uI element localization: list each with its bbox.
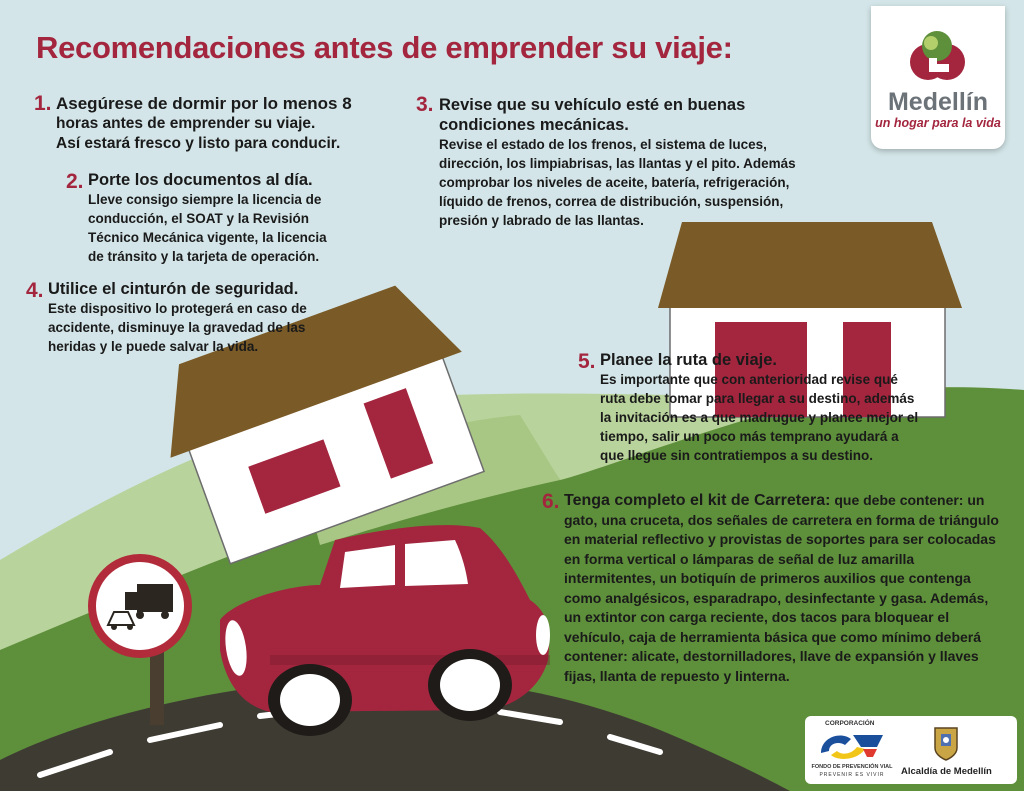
item-2-number: 2.: [66, 170, 84, 193]
corp-label: CORPORACIÓN: [825, 720, 875, 727]
item-2-line-2: conducción, el SOAT y la Revisión: [88, 211, 310, 226]
item-2: [88, 170, 327, 266]
item-5: [600, 350, 918, 465]
item-3-heading-2: condiciones mecánicas.: [439, 116, 629, 134]
item-3-line-1: Revise el estado de los frenos, el sistema de luces,: [439, 137, 767, 152]
item-3-heading: Revise que su vehículo esté en buenas: [439, 96, 746, 114]
item-4: [48, 279, 307, 356]
item-1-number: 1.: [34, 92, 52, 115]
heart-hand-icon: [871, 6, 1005, 86]
item-2-line-1: Lleve consigo siempre la licencia de: [88, 192, 322, 207]
item-6-line-8: contener: alicate, destornilladores, llave de expansión y llaves: [564, 648, 979, 664]
item-6-line-9: fijas, llanta de repuesto y linterna.: [564, 667, 790, 684]
item-6-number: 6.: [542, 490, 560, 513]
item-5-line-3: la invitación es a que madrugue y planee mejor el: [600, 410, 919, 425]
corp-name: FONDO DE PREVENCIÓN VIAL: [811, 764, 893, 770]
item-6-line-7: vehículo, caja de herramienta básica que como mínimo deberá: [564, 628, 982, 645]
item-3-number: 3.: [416, 93, 434, 116]
page-title: Recomendaciones antes de emprender su viaje:: [36, 30, 733, 65]
item-5-line-2: ruta debe tomar para llegar a su destino, además: [600, 391, 915, 406]
item-6-heading-rest: que debe contener: un: [830, 492, 985, 508]
item-6-line-3: en forma vertical o lámparas de señal de luz amarilla: [564, 550, 915, 567]
item-6-line-2: en material reflectivo y provistas de soportes para ser colocadas: [564, 531, 996, 547]
item-4-heading: Utilice el cinturón de seguridad.: [48, 280, 299, 298]
item-6-line-4: intermitentes, un botiquín de primeros auxilios que contenga: [564, 570, 971, 586]
fondo-prevencion-vial-logo-icon: [817, 729, 887, 763]
item-6-line-6: un extintor con carga reciente, dos tacos para bloquear el: [564, 609, 950, 625]
logo-name: Medellín: [887, 88, 988, 116]
item-6: [564, 491, 1004, 686]
logo-slogan: un hogar para la vida: [875, 116, 1001, 130]
coat-of-arms-icon: [933, 724, 959, 762]
item-3-line-2: dirección, los limpiabrisas, las llantas y el pito. Además: [439, 156, 796, 171]
item-3-line-3: comprobar los niveles de aceite, batería, refrigeración,: [439, 175, 790, 190]
item-5-line-5: que llegue sin contratiempos a su destino.: [600, 448, 874, 463]
alcaldia-label: Alcaldía de Medellín: [901, 766, 992, 777]
item-2-line-3: Técnico Mecánica vigente, la licencia: [88, 230, 327, 245]
item-1-line-1: horas antes de emprender su viaje.: [56, 115, 316, 132]
corp-motto: PREVENIR ES VIVIR: [819, 772, 885, 778]
item-6-heading: Tenga completo el kit de Carretera:: [564, 492, 831, 509]
item-5-line-4: tiempo, salir un poco más temprano ayudará a: [600, 429, 899, 444]
medellin-logo: [871, 6, 1005, 149]
item-4-number: 4.: [26, 279, 44, 302]
item-3: [439, 95, 796, 230]
item-5-heading: Planee la ruta de viaje.: [600, 351, 778, 369]
item-2-heading: Porte los documentos al día.: [88, 171, 313, 189]
item-6-line-1: gato, una cruceta, dos señales de carretera en forma de triángulo: [564, 511, 999, 528]
item-3-line-4: líquido de frenos, correa de distribución, suspensión,: [439, 194, 784, 209]
item-4-line-2: accidente, disminuye la gravedad de las: [48, 320, 306, 335]
item-1-line-2: Así estará fresco y listo para conducir.: [56, 135, 341, 152]
item-4-line-3: heridas y le puede salvar la vida.: [48, 339, 259, 354]
item-3-line-5: presión y labrado de las llantas.: [439, 213, 644, 228]
item-2-line-4: de tránsito y la tarjeta de operación.: [88, 249, 320, 264]
item-4-line-1: Este dispositivo lo protegerá en caso de: [48, 301, 307, 316]
footer-logos: [805, 716, 1017, 784]
item-1: [56, 94, 352, 154]
item-5-number: 5.: [578, 350, 596, 373]
item-6-line-5: como analgésicos, esparadrapo, desinfectante y gasa. Además,: [564, 589, 989, 606]
item-1-heading: Asegúrese de dormir por lo menos 8: [56, 94, 352, 113]
item-5-line-1: Es importante que con anterioridad revise qué: [600, 372, 898, 387]
